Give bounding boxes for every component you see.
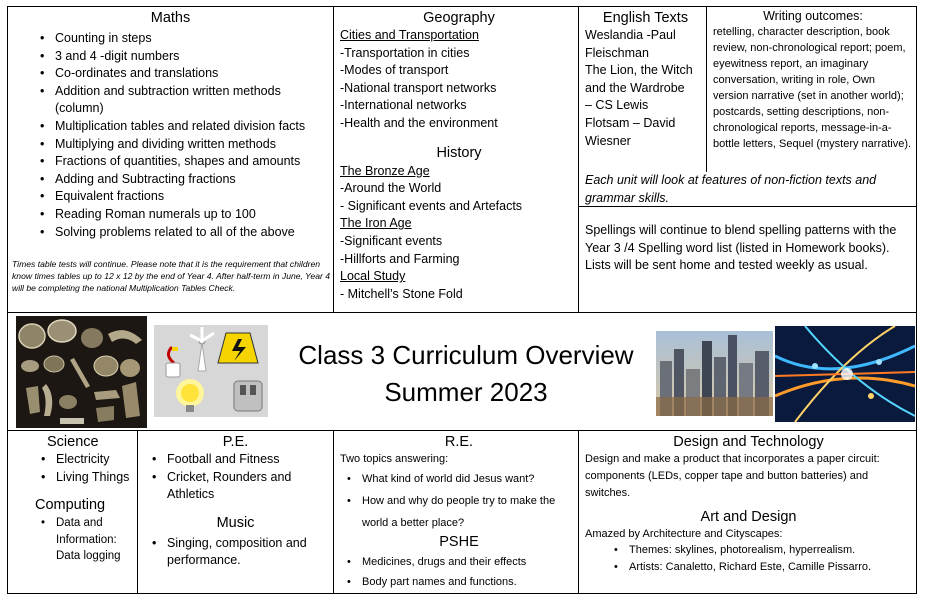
english-text-line: Weslandia -Paul bbox=[585, 28, 676, 42]
geography-list bbox=[340, 45, 578, 133]
spelling-text: Spellings will continue to blend spelling patterns with the Year 3 /4 Spelling word list (listed in Homework books). Lists will be sent home and tested weekly as usual. bbox=[585, 223, 897, 273]
history-title: History bbox=[436, 144, 482, 161]
curriculum-page bbox=[7, 6, 917, 594]
maths-item: • Adding and Subtracting fractions bbox=[55, 171, 329, 189]
pe-music-cell bbox=[138, 431, 334, 593]
pe-title: P.E. bbox=[222, 434, 249, 450]
english-title: English Texts bbox=[602, 10, 689, 26]
geography-subheading: Cities and Transportation bbox=[340, 28, 479, 42]
maths-title: Maths bbox=[150, 10, 191, 26]
pe-item: • Cricket, Rounders and Athletics bbox=[167, 469, 329, 504]
dt-art-cell bbox=[579, 431, 916, 593]
art-list bbox=[585, 542, 912, 576]
art-item: • Themes: skylines, photorealism, hyperrealism. bbox=[629, 542, 912, 559]
unit-note-cell bbox=[579, 172, 916, 207]
unit-note: Each unit will look at features of non-fiction texts and grammar skills. bbox=[585, 173, 877, 205]
city-skyline-image bbox=[656, 331, 773, 416]
maths-item: • Equivalent fractions bbox=[55, 188, 329, 206]
history-item: -Around the World bbox=[340, 181, 442, 196]
music-title: Music bbox=[216, 514, 255, 531]
pe-item: • Football and Fitness bbox=[167, 451, 329, 469]
pshe-title: PSHE bbox=[439, 534, 479, 550]
history-item: - Mitchell’s Stone Fold bbox=[340, 286, 463, 301]
english-text-line: – CS Lewis bbox=[585, 98, 649, 113]
science-computing-cell bbox=[8, 431, 138, 593]
maths-item: • Counting in steps bbox=[55, 30, 329, 48]
science-item: • Electricity bbox=[56, 451, 137, 469]
english-text-line: and the Wardrobe bbox=[585, 80, 685, 95]
maths-item: • Co-ordinates and translations bbox=[55, 65, 329, 83]
english-text-line: Wiesner bbox=[585, 133, 631, 148]
english-texts-cell bbox=[579, 7, 707, 172]
maths-item: • 3 and 4 -digit numbers bbox=[55, 48, 329, 66]
geography-item: -International networks bbox=[340, 98, 467, 113]
maths-item: • Reading Roman numerals up to 100 bbox=[55, 206, 329, 224]
maths-item: • Addition and subtraction written methods (column) bbox=[55, 83, 329, 118]
maths-item: • Multiplying and dividing written methods bbox=[55, 136, 329, 154]
english-text-line: Flotsam – David bbox=[585, 115, 676, 130]
art-item: • Artists: Canaletto, Richard Este, Camille Pissarro. bbox=[629, 559, 912, 576]
maths-item: • Fractions of quantities, shapes and amounts bbox=[55, 153, 329, 171]
history-subheading: The Bronze Age bbox=[340, 163, 430, 178]
maths-item: • Multiplication tables and related division facts bbox=[55, 118, 329, 136]
banner-title-line2: Summer 2023 bbox=[384, 377, 548, 407]
re-item: • What kind of world did Jesus want? bbox=[362, 468, 572, 490]
writing-title: Writing outcomes: bbox=[763, 9, 863, 23]
science-list bbox=[8, 451, 137, 486]
computing-item: • Data and Information: Data logging bbox=[56, 515, 133, 565]
re-pshe-cell bbox=[334, 431, 579, 593]
re-intro: Two topics answering: bbox=[340, 453, 449, 465]
geography-item: -Transportation in cities bbox=[340, 45, 470, 60]
maths-note: Times table tests will continue. Please note that it is the requirement that children know times tables up to 12 x 12 by the end of Year 4. After half-term in June, Year 4 will be completing the national Multiplication Tables Check. bbox=[12, 259, 330, 293]
geography-item: -Health and the environment bbox=[340, 115, 498, 130]
english-text-line: Fleischman bbox=[585, 45, 649, 60]
banner-title-line1: Class 3 Curriculum Overview bbox=[298, 340, 634, 370]
dt-text: Design and make a product that incorporates a paper circuit: components (LEDs, copper tape and button batteries) and switches. bbox=[585, 453, 880, 499]
science-item: • Living Things bbox=[56, 469, 137, 487]
geography-title: Geography bbox=[423, 10, 495, 26]
history-list bbox=[340, 163, 578, 304]
writing-outcomes-cell bbox=[707, 7, 916, 172]
writing-text: retelling, character description, book review, non-chronological report; poem, eyewitness report, an imaginary conversation, writing in role, Own version narrative (set in another world); postcards, setting descriptions, non-chronological reports, message-in-a-bottle letters, Sequel (mystery narrative). bbox=[713, 26, 912, 150]
geography-history-cell bbox=[334, 7, 579, 313]
pe-list bbox=[138, 451, 333, 504]
banner-row bbox=[8, 313, 916, 431]
science-title: Science bbox=[47, 434, 99, 450]
music-list bbox=[138, 535, 333, 570]
computing-list bbox=[8, 515, 137, 565]
history-subheading: Local Study bbox=[340, 269, 406, 284]
music-item: • Singing, composition and performance. bbox=[167, 535, 325, 570]
art-intro: Amazed by Architecture and Cityscapes: bbox=[585, 528, 783, 540]
geography-item: -Modes of transport bbox=[340, 63, 449, 78]
electricity-image bbox=[154, 325, 268, 417]
dt-title: Design and Technology bbox=[673, 434, 824, 450]
pshe-item: • Medicines, drugs and their effects bbox=[362, 552, 578, 572]
history-item: - Significant events and Artefacts bbox=[340, 198, 523, 213]
english-texts-list bbox=[585, 27, 706, 150]
history-item: -Significant events bbox=[340, 233, 443, 248]
pshe-item: • Body part names and functions. bbox=[362, 572, 578, 592]
computing-title: Computing bbox=[35, 497, 106, 514]
spelling-cell bbox=[579, 207, 916, 313]
bronze-artefacts-image bbox=[16, 316, 147, 428]
english-text-line: The Lion, the Witch bbox=[585, 63, 693, 78]
re-list bbox=[340, 468, 578, 534]
transport-network-image bbox=[775, 326, 915, 422]
re-item: • How and why do people try to make the world a better place? bbox=[362, 490, 572, 534]
maths-cell bbox=[8, 7, 334, 313]
geography-item: -National transport networks bbox=[340, 80, 497, 95]
maths-item: • Solving problems related to all of the above bbox=[55, 224, 329, 242]
maths-list bbox=[8, 30, 333, 241]
re-title: R.E. bbox=[444, 434, 474, 450]
art-title: Art and Design bbox=[700, 509, 797, 525]
history-subheading: The Iron Age bbox=[340, 216, 412, 231]
banner-title bbox=[276, 337, 656, 411]
history-item: -Hillforts and Farming bbox=[340, 251, 460, 266]
pshe-list bbox=[340, 552, 578, 592]
